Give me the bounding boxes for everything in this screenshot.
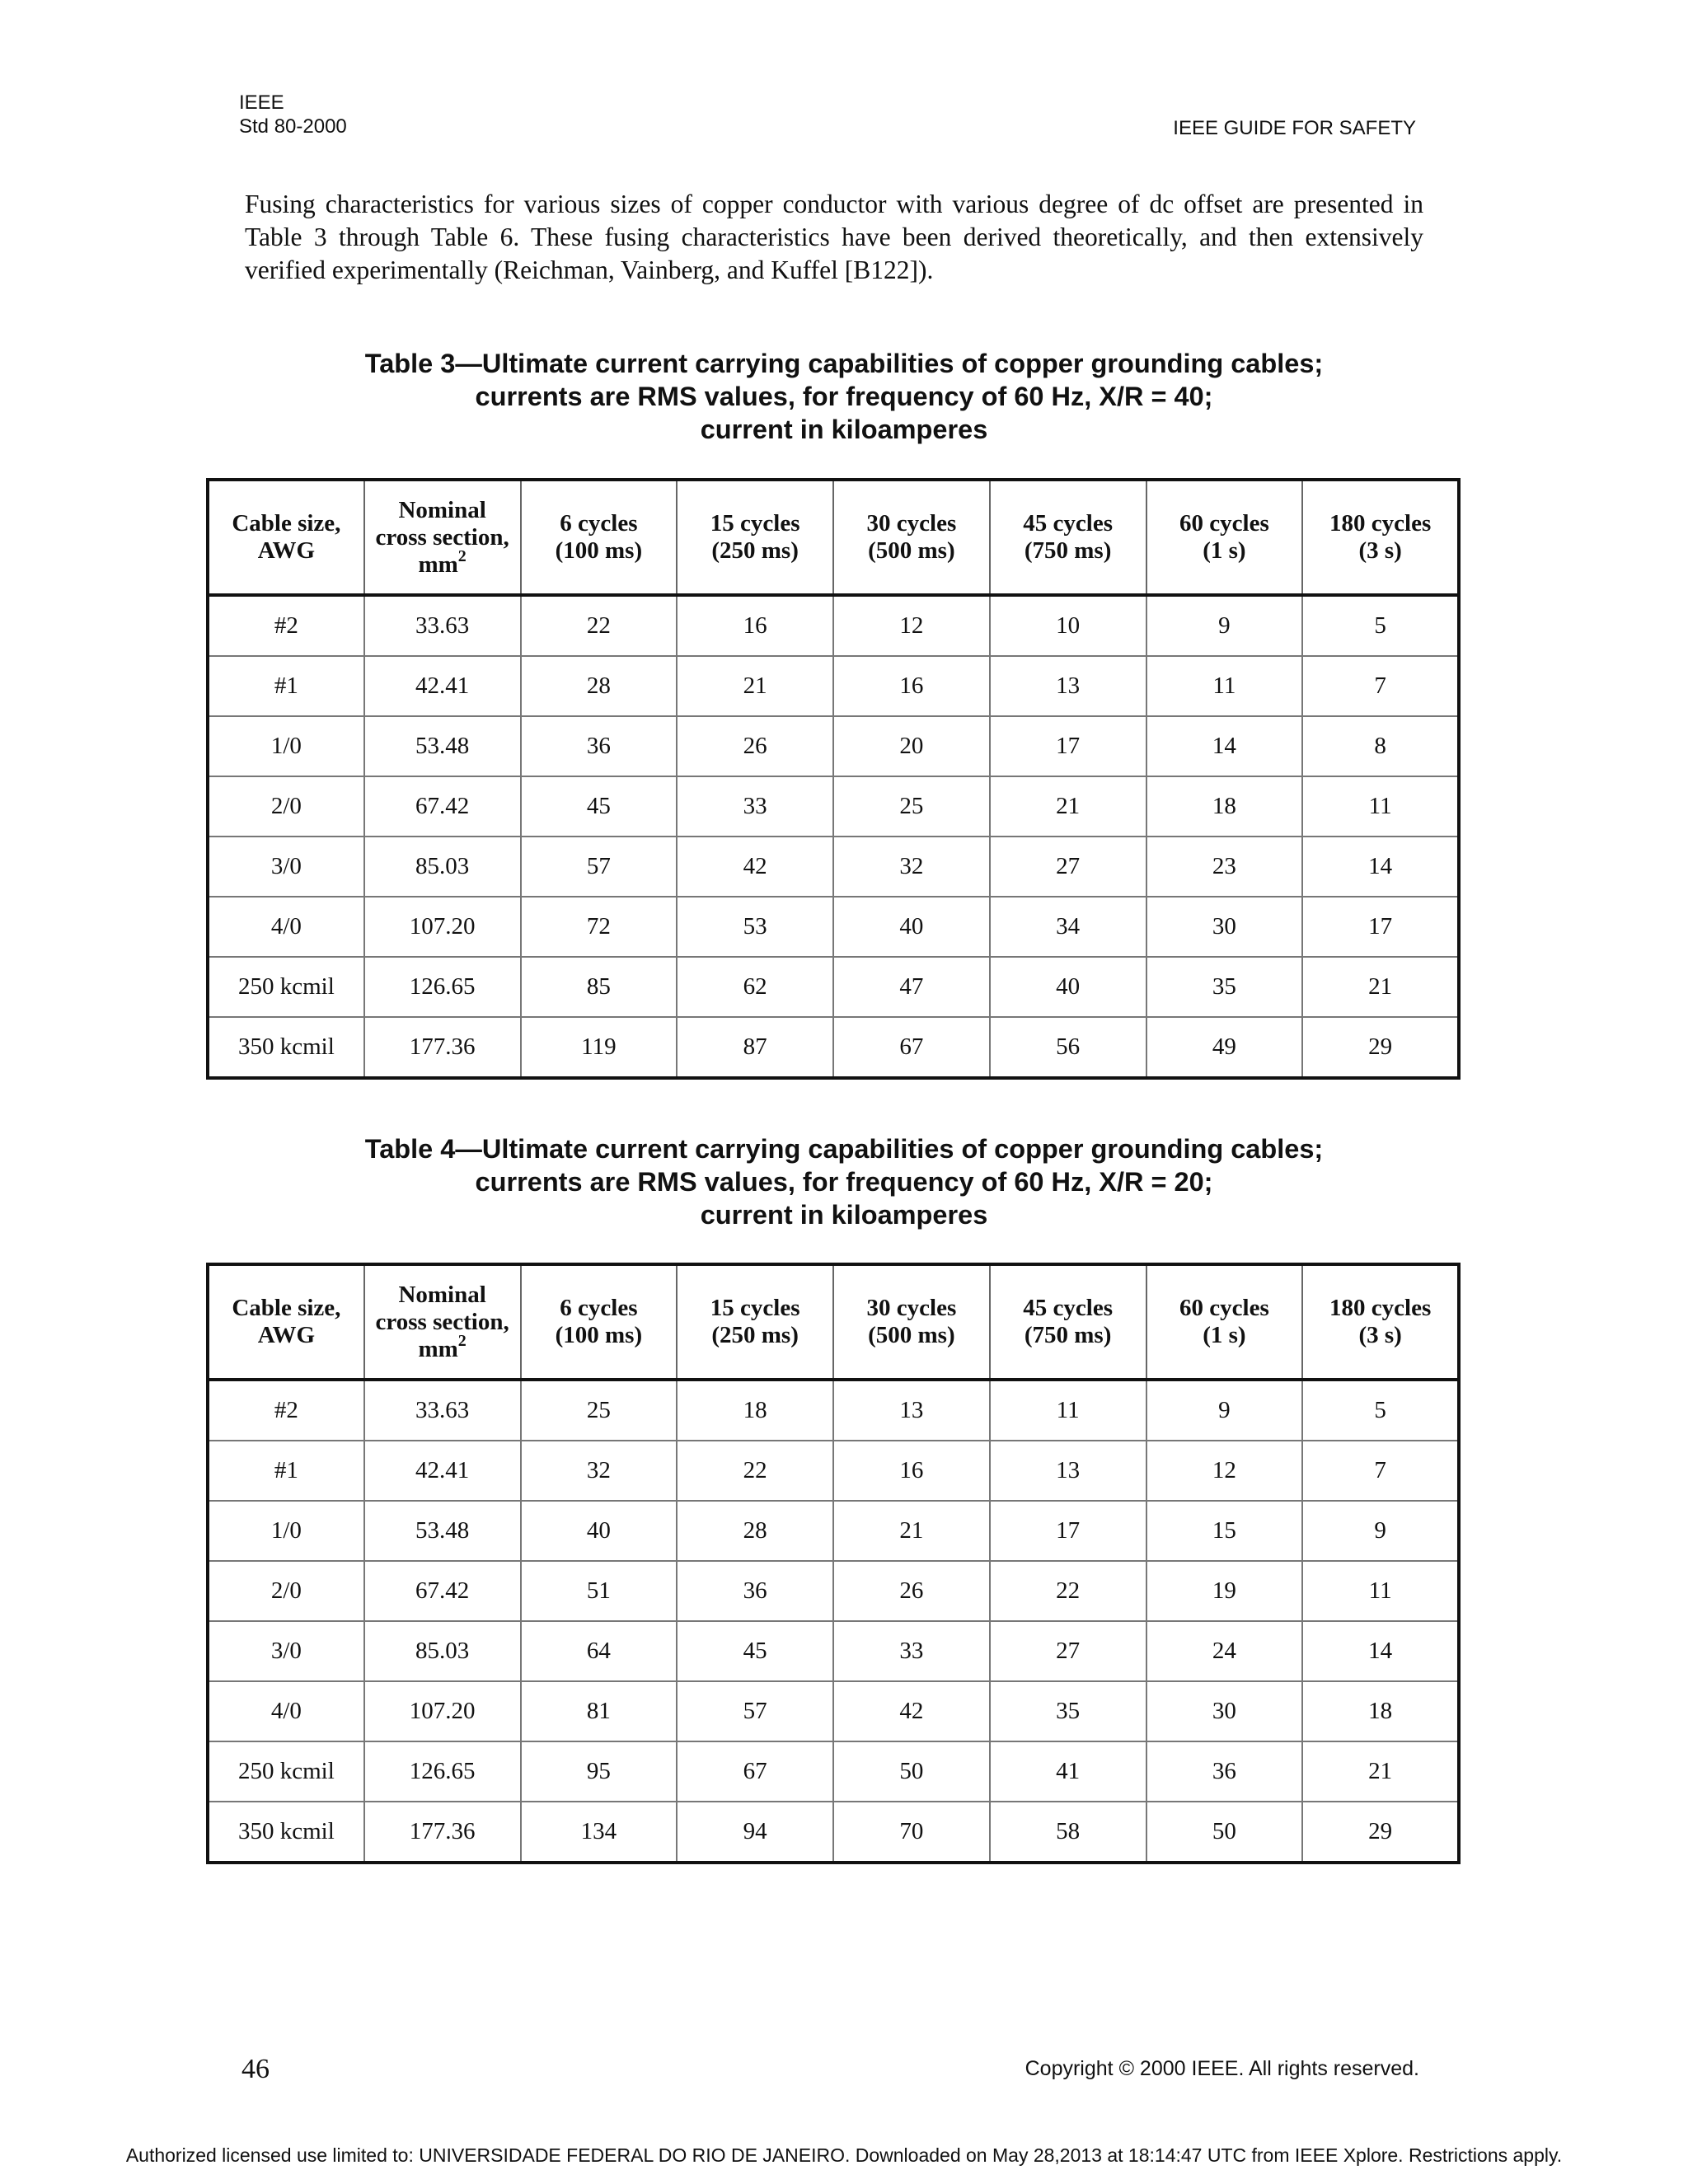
current-cell: 9	[1302, 1501, 1459, 1561]
current-cell: 51	[521, 1561, 678, 1621]
cable-size-cell: #1	[208, 656, 364, 716]
column-header-text: mm	[418, 1335, 458, 1362]
current-cell: 18	[677, 1380, 833, 1441]
table-row	[208, 776, 1459, 837]
column-header-line	[1306, 1322, 1454, 1349]
column-header-text: (1 s)	[1203, 537, 1246, 564]
current-cell: 27	[990, 837, 1146, 897]
current-cell: 18	[1302, 1681, 1459, 1741]
column-header-line	[213, 537, 360, 565]
current-cell: 21	[990, 776, 1146, 837]
header-org: IEEE	[239, 91, 284, 114]
current-cell: 22	[521, 595, 678, 656]
current-cell: 9	[1146, 1380, 1303, 1441]
current-cell: 49	[1146, 1017, 1303, 1078]
current-cell: 40	[521, 1501, 678, 1561]
current-cell: 33	[833, 1621, 990, 1681]
cross-section-cell: 85.03	[364, 837, 521, 897]
column-header	[208, 480, 364, 595]
current-cell: 85	[521, 957, 678, 1017]
current-cell: 15	[1146, 1501, 1303, 1561]
cross-section-cell: 126.65	[364, 1741, 521, 1802]
column-header-text: (1 s)	[1203, 1322, 1246, 1348]
column-header-line	[994, 1295, 1142, 1322]
cross-section-cell: 85.03	[364, 1621, 521, 1681]
column-header-text: Nominal	[398, 496, 486, 523]
current-cell: 64	[521, 1621, 678, 1681]
column-header-line	[368, 497, 517, 524]
current-cell: 22	[677, 1441, 833, 1501]
column-header-line	[994, 537, 1142, 565]
current-cell: 50	[833, 1741, 990, 1802]
column-header-line	[368, 1309, 517, 1336]
current-cell: 30	[1146, 897, 1303, 957]
table-row	[208, 595, 1459, 656]
cross-section-cell: 107.20	[364, 1681, 521, 1741]
column-header-line	[1306, 1295, 1454, 1322]
column-header-text: cross section,	[375, 523, 509, 551]
current-cell: 36	[1146, 1741, 1303, 1802]
current-cell: 29	[1302, 1802, 1459, 1863]
column-header-text: (500 ms)	[868, 537, 955, 564]
current-cell: 70	[833, 1802, 990, 1863]
column-header-text: Cable size,	[232, 510, 341, 537]
current-cell: 50	[1146, 1802, 1303, 1863]
cable-size-cell: 350 kcmil	[208, 1017, 364, 1078]
current-cell: 26	[833, 1561, 990, 1621]
current-cell: 17	[1302, 897, 1459, 957]
table-row	[208, 1441, 1459, 1501]
column-header	[990, 1264, 1146, 1380]
current-cell: 19	[1146, 1561, 1303, 1621]
cross-section-cell: 33.63	[364, 595, 521, 656]
current-cell: 11	[1302, 1561, 1459, 1621]
cable-size-cell: 3/0	[208, 1621, 364, 1681]
current-cell: 67	[677, 1741, 833, 1802]
cross-section-cell: 42.41	[364, 1441, 521, 1501]
current-cell: 32	[521, 1441, 678, 1501]
column-header	[990, 480, 1146, 595]
current-cell: 11	[1146, 656, 1303, 716]
cross-section-cell: 67.42	[364, 1561, 521, 1621]
column-header-text: 30 cycles	[866, 510, 957, 537]
table3-body	[208, 595, 1459, 1078]
column-header-line	[1306, 510, 1454, 537]
column-header	[208, 1264, 364, 1380]
column-header-line	[368, 1331, 517, 1363]
current-cell: 67	[833, 1017, 990, 1078]
column-header-line	[837, 1295, 986, 1322]
current-cell: 29	[1302, 1017, 1459, 1078]
current-cell: 11	[1302, 776, 1459, 837]
table4-caption-line2: currents are RMS values, for frequency of 60 Hz, X/R = 20;	[475, 1167, 1213, 1197]
current-cell: 30	[1146, 1681, 1303, 1741]
table-row	[208, 1017, 1459, 1078]
current-cell: 42	[677, 837, 833, 897]
column-header-line	[213, 1322, 360, 1349]
column-header	[521, 480, 678, 595]
cross-section-cell: 177.36	[364, 1017, 521, 1078]
column-header-text: 6 cycles	[560, 510, 638, 537]
cable-size-cell: 4/0	[208, 897, 364, 957]
current-cell: 25	[833, 776, 990, 837]
column-header-text: (500 ms)	[868, 1322, 955, 1348]
table4-header-row	[208, 1264, 1459, 1380]
table4-caption-line1: Table 4—Ultimate current carrying capabilities of copper grounding cables;	[364, 1134, 1324, 1164]
current-cell: 12	[833, 595, 990, 656]
column-header	[1302, 1264, 1459, 1380]
current-cell: 40	[833, 897, 990, 957]
running-header-left	[239, 91, 347, 138]
current-cell: 33	[677, 776, 833, 837]
table3	[206, 478, 1461, 1080]
page-number: 46	[241, 2054, 270, 2084]
cross-section-cell: 42.41	[364, 656, 521, 716]
cable-size-cell: 1/0	[208, 716, 364, 776]
column-header-text: (100 ms)	[555, 1322, 643, 1348]
table-row	[208, 716, 1459, 776]
table4	[206, 1263, 1461, 1864]
intro-paragraph: Fusing characteristics for various sizes of copper conductor with various degree of dc offset are presented in Table 3 through Table 6. These fusing characteristics have been derived theoretically, and then extensively verified experimentally (Reichman, Vainberg, and Kuffel [B122]).	[245, 190, 1423, 284]
current-cell: 45	[677, 1621, 833, 1681]
column-header-line	[213, 510, 360, 537]
table3-caption	[165, 347, 1523, 446]
current-cell: 58	[990, 1802, 1146, 1863]
current-cell: 11	[990, 1380, 1146, 1441]
column-header-line	[681, 537, 829, 565]
superscript: 2	[457, 1331, 467, 1350]
column-header-text: 180 cycles	[1329, 510, 1432, 537]
cross-section-cell: 67.42	[364, 776, 521, 837]
current-cell: 14	[1146, 716, 1303, 776]
current-cell: 27	[990, 1621, 1146, 1681]
column-header-line	[994, 510, 1142, 537]
current-cell: 72	[521, 897, 678, 957]
current-cell: 42	[833, 1681, 990, 1741]
column-header-line	[681, 1322, 829, 1349]
column-header-text: 30 cycles	[866, 1295, 957, 1321]
column-header-text: mm	[418, 551, 458, 578]
column-header-text: Nominal	[398, 1281, 486, 1308]
current-cell: 56	[990, 1017, 1146, 1078]
column-header-line	[1151, 510, 1299, 537]
column-header	[677, 1264, 833, 1380]
column-header-line	[837, 510, 986, 537]
current-cell: 7	[1302, 656, 1459, 716]
cross-section-cell: 107.20	[364, 897, 521, 957]
license-notice: Authorized licensed use limited to: UNIVERSIDADE FEDERAL DO RIO DE JANEIRO. Downloaded on May 28,2013 at 18:14:47 UTC from IEEE Xplore. Restrictions apply.	[125, 2144, 1563, 2166]
current-cell: 57	[521, 837, 678, 897]
cross-section-cell: 126.65	[364, 957, 521, 1017]
current-cell: 119	[521, 1017, 678, 1078]
current-cell: 16	[677, 595, 833, 656]
column-header	[833, 1264, 990, 1380]
current-cell: 21	[1302, 957, 1459, 1017]
current-cell: 17	[990, 716, 1146, 776]
current-cell: 45	[521, 776, 678, 837]
current-cell: 47	[833, 957, 990, 1017]
current-cell: 21	[833, 1501, 990, 1561]
superscript: 2	[457, 546, 467, 565]
current-cell: 13	[990, 656, 1146, 716]
column-header	[1302, 480, 1459, 595]
current-cell: 94	[677, 1802, 833, 1863]
cross-section-cell: 177.36	[364, 1802, 521, 1863]
current-cell: 32	[833, 837, 990, 897]
table-row	[208, 897, 1459, 957]
column-header-line	[368, 546, 517, 579]
column-header	[833, 480, 990, 595]
column-header-line	[368, 1282, 517, 1309]
column-header-text: (250 ms)	[711, 1322, 799, 1348]
current-cell: 95	[521, 1741, 678, 1802]
current-cell: 8	[1302, 716, 1459, 776]
column-header-line	[837, 537, 986, 565]
column-header-line	[525, 1295, 673, 1322]
current-cell: 40	[990, 957, 1146, 1017]
column-header-text: (750 ms)	[1024, 1322, 1112, 1348]
cross-section-cell: 53.48	[364, 1501, 521, 1561]
current-cell: 20	[833, 716, 990, 776]
current-cell: 22	[990, 1561, 1146, 1621]
column-header-text: (3 s)	[1358, 537, 1402, 564]
cable-size-cell: 4/0	[208, 1681, 364, 1741]
current-cell: 53	[677, 897, 833, 957]
current-cell: 5	[1302, 595, 1459, 656]
column-header	[1146, 1264, 1303, 1380]
current-cell: 28	[521, 656, 678, 716]
column-header-text: AWG	[257, 1322, 316, 1348]
current-cell: 13	[833, 1380, 990, 1441]
column-header-line	[1306, 537, 1454, 565]
current-cell: 9	[1146, 595, 1303, 656]
column-header-text: (250 ms)	[711, 537, 799, 564]
current-cell: 25	[521, 1380, 678, 1441]
current-cell: 18	[1146, 776, 1303, 837]
column-header	[521, 1264, 678, 1380]
cable-size-cell: #2	[208, 1380, 364, 1441]
current-cell: 13	[990, 1441, 1146, 1501]
table-row	[208, 1681, 1459, 1741]
current-cell: 41	[990, 1741, 1146, 1802]
column-header	[677, 480, 833, 595]
cross-section-cell: 33.63	[364, 1380, 521, 1441]
current-cell: 34	[990, 897, 1146, 957]
cable-size-cell: 350 kcmil	[208, 1802, 364, 1863]
column-header-line	[994, 1322, 1142, 1349]
table-row	[208, 1621, 1459, 1681]
table-row	[208, 837, 1459, 897]
cable-size-cell: #2	[208, 595, 364, 656]
column-header-line	[1151, 537, 1299, 565]
column-header-text: 6 cycles	[560, 1295, 638, 1321]
column-header-text: 15 cycles	[710, 510, 800, 537]
current-cell: 21	[677, 656, 833, 716]
current-cell: 14	[1302, 1621, 1459, 1681]
cable-size-cell: 3/0	[208, 837, 364, 897]
column-header-line	[525, 537, 673, 565]
column-header-text: 60 cycles	[1179, 510, 1269, 537]
column-header-line	[525, 510, 673, 537]
current-cell: 28	[677, 1501, 833, 1561]
current-cell: 24	[1146, 1621, 1303, 1681]
cable-size-cell: 2/0	[208, 776, 364, 837]
current-cell: 57	[677, 1681, 833, 1741]
current-cell: 7	[1302, 1441, 1459, 1501]
running-header-title: IEEE GUIDE FOR SAFETY	[1173, 117, 1416, 139]
column-header	[364, 480, 521, 595]
table-row	[208, 957, 1459, 1017]
table3-caption-line3: current in kiloamperes	[700, 415, 988, 444]
table3-header-row	[208, 480, 1459, 595]
current-cell: 14	[1302, 837, 1459, 897]
column-header-line	[681, 510, 829, 537]
column-header	[364, 1264, 521, 1380]
cable-size-cell: 250 kcmil	[208, 957, 364, 1017]
cable-size-cell: 250 kcmil	[208, 1741, 364, 1802]
table3-caption-line2: currents are RMS values, for frequency of 60 Hz, X/R = 40;	[475, 382, 1213, 411]
table-row	[208, 1802, 1459, 1863]
column-header-text: cross section,	[375, 1308, 509, 1335]
column-header-text: AWG	[257, 537, 316, 564]
table-row	[208, 1380, 1459, 1441]
current-cell: 17	[990, 1501, 1146, 1561]
table3-caption-line1: Table 3—Ultimate current carrying capabilities of copper grounding cables;	[364, 349, 1324, 378]
current-cell: 35	[1146, 957, 1303, 1017]
current-cell: 81	[521, 1681, 678, 1741]
column-header-line	[525, 1322, 673, 1349]
column-header	[1146, 480, 1303, 595]
column-header-text: (750 ms)	[1024, 537, 1112, 564]
current-cell: 16	[833, 656, 990, 716]
column-header-text: 45 cycles	[1023, 510, 1113, 537]
current-cell: 10	[990, 595, 1146, 656]
current-cell: 12	[1146, 1441, 1303, 1501]
current-cell: 35	[990, 1681, 1146, 1741]
current-cell: 36	[521, 716, 678, 776]
table-row	[208, 1501, 1459, 1561]
current-cell: 16	[833, 1441, 990, 1501]
column-header-line	[368, 524, 517, 551]
current-cell: 62	[677, 957, 833, 1017]
current-cell: 36	[677, 1561, 833, 1621]
column-header-text: Cable size,	[232, 1295, 341, 1321]
table4-caption	[165, 1132, 1523, 1231]
column-header-text: 45 cycles	[1023, 1295, 1113, 1321]
column-header-line	[1151, 1322, 1299, 1349]
current-cell: 5	[1302, 1380, 1459, 1441]
table-row	[208, 1741, 1459, 1802]
column-header-text: 15 cycles	[710, 1295, 800, 1321]
column-header-line	[213, 1295, 360, 1322]
cable-size-cell: 2/0	[208, 1561, 364, 1621]
table4-caption-line3: current in kiloamperes	[700, 1200, 988, 1230]
column-header-text: 180 cycles	[1329, 1295, 1432, 1321]
table-row	[208, 656, 1459, 716]
cable-size-cell: #1	[208, 1441, 364, 1501]
column-header-text: 60 cycles	[1179, 1295, 1269, 1321]
column-header-text: (100 ms)	[555, 537, 643, 564]
current-cell: 23	[1146, 837, 1303, 897]
column-header-line	[837, 1322, 986, 1349]
table4-body	[208, 1380, 1459, 1863]
column-header-text: (3 s)	[1358, 1322, 1402, 1348]
table-row	[208, 1561, 1459, 1621]
cross-section-cell: 53.48	[364, 716, 521, 776]
current-cell: 87	[677, 1017, 833, 1078]
current-cell: 134	[521, 1802, 678, 1863]
column-header-line	[1151, 1295, 1299, 1322]
column-header-line	[681, 1295, 829, 1322]
current-cell: 26	[677, 716, 833, 776]
header-std: Std 80-2000	[239, 115, 347, 138]
current-cell: 21	[1302, 1741, 1459, 1802]
cable-size-cell: 1/0	[208, 1501, 364, 1561]
copyright-notice: Copyright © 2000 IEEE. All rights reserved.	[1025, 2057, 1419, 2080]
